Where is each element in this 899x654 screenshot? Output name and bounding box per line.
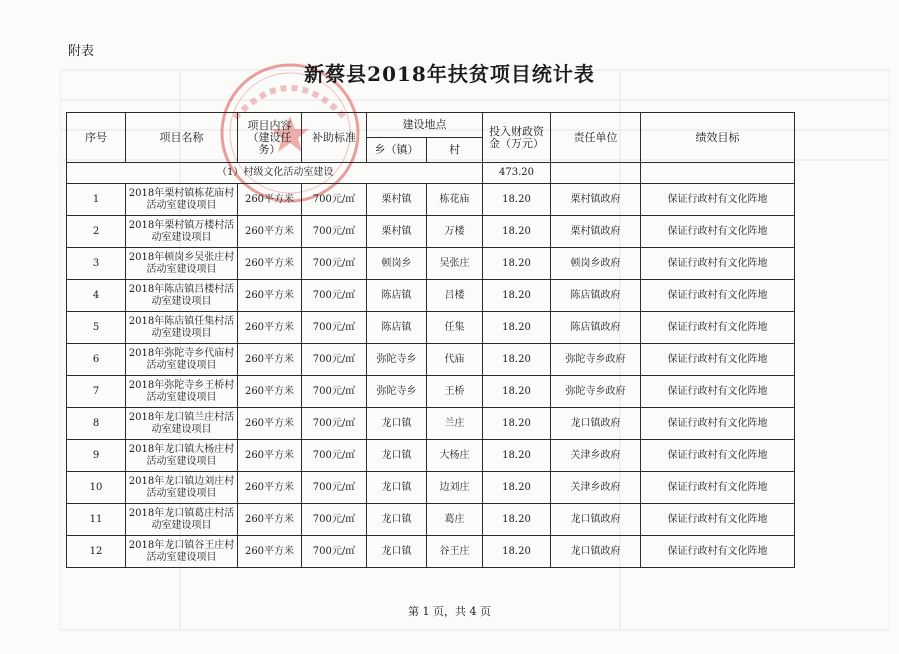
table-row (67, 184, 795, 216)
cell-seq: 7 (67, 376, 126, 408)
cell-name: 2018年弥陀寺乡王桥村活动室建设项目 (126, 376, 238, 408)
cell-name: 2018年弥陀寺乡代庙村活动室建设项目 (126, 344, 238, 376)
cell-name: 2018年顿岗乡吴张庄村活动室建设项目 (126, 248, 238, 280)
table-row (67, 376, 795, 408)
cell-funds: 18.20 (483, 344, 551, 376)
cell-standard: 700元/㎡ (302, 504, 367, 536)
cell-village: 代庙 (427, 344, 483, 376)
cell-township: 陈店镇 (367, 280, 427, 312)
cell-village: 王桥 (427, 376, 483, 408)
cell-funds: 18.20 (483, 312, 551, 344)
cell-funds: 18.20 (483, 184, 551, 216)
cell-funds: 18.20 (483, 472, 551, 504)
cell-goal: 保证行政村有文化阵地 (641, 248, 795, 280)
cell-scale: 260平方米 (238, 344, 302, 376)
section-row (67, 163, 795, 184)
cell-village: 兰庄 (427, 408, 483, 440)
cell-seq: 12 (67, 536, 126, 568)
header-seq: 序号 (67, 113, 126, 163)
cell-standard: 700元/㎡ (302, 408, 367, 440)
cell-goal: 保证行政村有文化阵地 (641, 376, 795, 408)
section-label: （1）村级文化活动室建设 (67, 163, 483, 184)
cell-village: 大杨庄 (427, 440, 483, 472)
cell-village: 任集 (427, 312, 483, 344)
cell-seq: 10 (67, 472, 126, 504)
cell-name: 2018年龙口镇大杨庄村活动室建设项目 (126, 440, 238, 472)
cell-name: 2018年龙口镇葛庄村活动室建设项目 (126, 504, 238, 536)
cell-scale: 260平方米 (238, 440, 302, 472)
cell-scale: 260平方米 (238, 536, 302, 568)
project-table (66, 112, 795, 568)
cell-seq: 6 (67, 344, 126, 376)
attachment-label: 附表 (68, 44, 95, 59)
cell-township: 龙口镇 (367, 472, 427, 504)
cell-township: 龙口镇 (367, 504, 427, 536)
cell-name: 2018年陈店镇任集村活动室建设项目 (126, 312, 238, 344)
cell-standard: 700元/㎡ (302, 216, 367, 248)
cell-standard: 700元/㎡ (302, 184, 367, 216)
header-name: 项目名称 (126, 113, 238, 163)
cell-scale: 260平方米 (238, 184, 302, 216)
cell-name: 2018年龙口镇边刘庄村活动室建设项目 (126, 472, 238, 504)
cell-village: 栋花庙 (427, 184, 483, 216)
cell-funds: 18.20 (483, 536, 551, 568)
cell-township: 顿岗乡 (367, 248, 427, 280)
cell-scale: 260平方米 (238, 376, 302, 408)
cell-funds: 18.20 (483, 376, 551, 408)
cell-scale: 260平方米 (238, 472, 302, 504)
cell-seq: 4 (67, 280, 126, 312)
cell-scale: 260平方米 (238, 408, 302, 440)
cell-name: 2018年龙口镇谷王庄村活动室建设项目 (126, 536, 238, 568)
cell-funds: 18.20 (483, 248, 551, 280)
cell-unit: 栗村镇政府 (551, 184, 641, 216)
cell-township: 栗村镇 (367, 184, 427, 216)
header-scale: 项目内容（建设任务） (238, 113, 302, 163)
header-funds: 投入财政资金（万元） (483, 113, 551, 163)
cell-unit: 陈店镇政府 (551, 280, 641, 312)
cell-goal: 保证行政村有文化阵地 (641, 440, 795, 472)
header-goal: 绩效目标 (641, 113, 795, 163)
cell-standard: 700元/㎡ (302, 440, 367, 472)
cell-goal: 保证行政村有文化阵地 (641, 280, 795, 312)
cell-standard: 700元/㎡ (302, 536, 367, 568)
table-row (67, 344, 795, 376)
cell-village: 吴张庄 (427, 248, 483, 280)
cell-seq: 2 (67, 216, 126, 248)
cell-township: 弥陀寺乡 (367, 376, 427, 408)
cell-township: 栗村镇 (367, 216, 427, 248)
table-row (67, 408, 795, 440)
cell-village: 谷王庄 (427, 536, 483, 568)
header-village: 村 (427, 138, 483, 163)
header-row-1 (67, 113, 795, 138)
cell-unit: 关津乡政府 (551, 440, 641, 472)
table-row (67, 248, 795, 280)
cell-village: 边刘庄 (427, 472, 483, 504)
cell-goal: 保证行政村有文化阵地 (641, 344, 795, 376)
cell-village: 万楼 (427, 216, 483, 248)
cell-township: 龙口镇 (367, 440, 427, 472)
cell-unit: 龙口镇政府 (551, 536, 641, 568)
table-row (67, 536, 795, 568)
section-empty-goal (641, 163, 795, 184)
cell-unit: 龙口镇政府 (551, 408, 641, 440)
cell-standard: 700元/㎡ (302, 376, 367, 408)
header-location: 建设地点 (367, 113, 483, 138)
cell-scale: 260平方米 (238, 248, 302, 280)
cell-township: 龙口镇 (367, 536, 427, 568)
cell-unit: 关津乡政府 (551, 472, 641, 504)
cell-township: 龙口镇 (367, 408, 427, 440)
table-row (67, 472, 795, 504)
cell-goal: 保证行政村有文化阵地 (641, 472, 795, 504)
section-total: 473.20 (483, 163, 551, 184)
section-empty-unit (551, 163, 641, 184)
cell-standard: 700元/㎡ (302, 280, 367, 312)
cell-seq: 11 (67, 504, 126, 536)
cell-goal: 保证行政村有文化阵地 (641, 184, 795, 216)
cell-funds: 18.20 (483, 216, 551, 248)
cell-unit: 顿岗乡政府 (551, 248, 641, 280)
cell-funds: 18.20 (483, 440, 551, 472)
header-unit: 责任单位 (551, 113, 641, 163)
cell-seq: 1 (67, 184, 126, 216)
cell-scale: 260平方米 (238, 504, 302, 536)
cell-seq: 5 (67, 312, 126, 344)
cell-unit: 龙口镇政府 (551, 504, 641, 536)
cell-name: 2018年栗村镇万楼村活动室建设项目 (126, 216, 238, 248)
cell-unit: 陈店镇政府 (551, 312, 641, 344)
header-township: 乡（镇） (367, 138, 427, 163)
cell-standard: 700元/㎡ (302, 248, 367, 280)
cell-funds: 18.20 (483, 280, 551, 312)
cell-unit: 弥陀寺乡政府 (551, 376, 641, 408)
cell-township: 弥陀寺乡 (367, 344, 427, 376)
cell-goal: 保证行政村有文化阵地 (641, 312, 795, 344)
cell-goal: 保证行政村有文化阵地 (641, 408, 795, 440)
cell-unit: 栗村镇政府 (551, 216, 641, 248)
table-row (67, 312, 795, 344)
cell-goal: 保证行政村有文化阵地 (641, 504, 795, 536)
cell-seq: 3 (67, 248, 126, 280)
cell-funds: 18.20 (483, 408, 551, 440)
cell-standard: 700元/㎡ (302, 344, 367, 376)
cell-scale: 260平方米 (238, 280, 302, 312)
cell-seq: 8 (67, 408, 126, 440)
table-row (67, 280, 795, 312)
cell-scale: 260平方米 (238, 312, 302, 344)
cell-village: 葛庄 (427, 504, 483, 536)
cell-seq: 9 (67, 440, 126, 472)
header-standard: 补助标准 (302, 113, 367, 163)
cell-funds: 18.20 (483, 504, 551, 536)
cell-name: 2018年龙口镇兰庄村活动室建设项目 (126, 408, 238, 440)
page-title: 新蔡县2018年扶贫项目统计表 (304, 62, 595, 86)
page-footer: 第 1 页，共 4 页 (408, 605, 491, 618)
table-row (67, 504, 795, 536)
table-row (67, 440, 795, 472)
cell-name: 2018年陈店镇吕楼村活动室建设项目 (126, 280, 238, 312)
cell-goal: 保证行政村有文化阵地 (641, 536, 795, 568)
cell-unit: 弥陀寺乡政府 (551, 344, 641, 376)
table-body (67, 184, 795, 568)
cell-standard: 700元/㎡ (302, 312, 367, 344)
cell-standard: 700元/㎡ (302, 472, 367, 504)
cell-name: 2018年栗村镇栋花庙村活动室建设项目 (126, 184, 238, 216)
cell-township: 陈店镇 (367, 312, 427, 344)
table-row (67, 216, 795, 248)
cell-village: 吕楼 (427, 280, 483, 312)
cell-scale: 260平方米 (238, 216, 302, 248)
cell-goal: 保证行政村有文化阵地 (641, 216, 795, 248)
